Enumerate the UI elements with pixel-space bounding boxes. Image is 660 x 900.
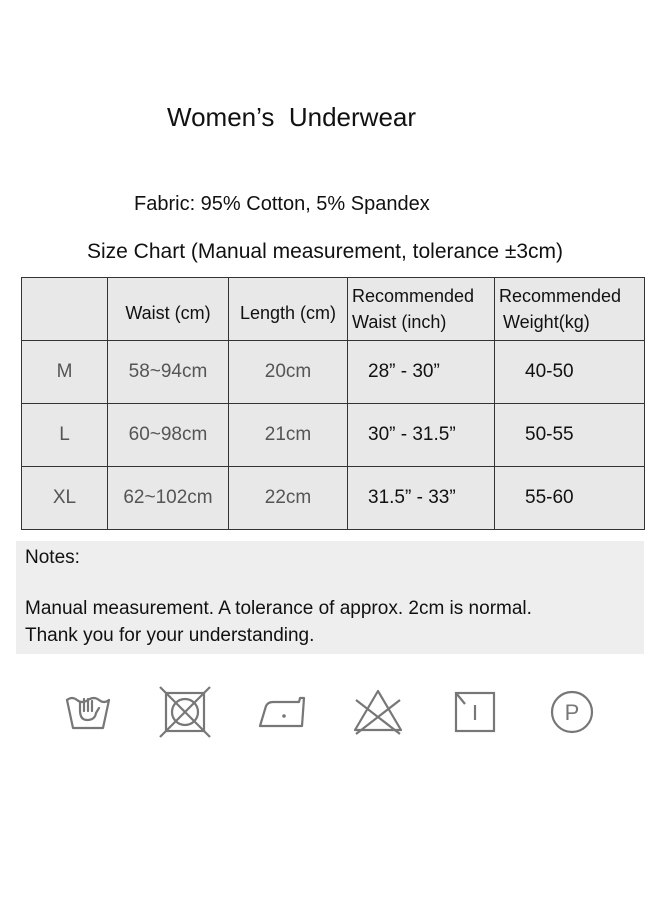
hand-wash-icon	[58, 680, 118, 744]
table-row	[22, 341, 645, 404]
table-row	[22, 404, 645, 467]
fabric-composition: Fabric: 95% Cotton, 5% Spandex	[134, 193, 430, 215]
cell-length: 20cm	[229, 341, 348, 404]
cell-recommended-waist: 28” - 30”	[348, 341, 495, 404]
cell-waist: 58~94cm	[108, 341, 229, 404]
page-title: Women’s Underwear	[167, 102, 417, 132]
cell-recommended-waist: 31.5” - 33”	[348, 467, 495, 530]
table-row	[22, 467, 645, 530]
header-recommended-weight-line2: Weight(kg)	[503, 312, 590, 332]
cell-waist: 62~102cm	[108, 467, 229, 530]
notes-box	[16, 541, 644, 654]
cell-recommended-weight: 50-55	[495, 404, 645, 467]
iron-low-heat-icon	[255, 680, 315, 744]
header-recommended-waist	[348, 278, 495, 341]
cell-length: 22cm	[229, 467, 348, 530]
cell-recommended-weight: 55-60	[495, 467, 645, 530]
cell-recommended-weight: 40-50	[495, 341, 645, 404]
dry-clean-p-icon	[542, 680, 602, 744]
do-not-tumble-dry-icon	[156, 680, 216, 744]
care-icons-row	[0, 680, 660, 750]
notes-text-line1: Manual measurement. A tolerance of approx. 2cm is normal.	[25, 598, 532, 619]
header-recommended-waist-line1: Recommended	[352, 286, 475, 306]
header-size	[22, 278, 108, 341]
cell-size: XL	[22, 467, 108, 530]
cell-waist: 60~98cm	[108, 404, 229, 467]
notes-label: Notes:	[25, 547, 80, 568]
size-chart-title: Size Chart (Manual measurement, tolerance ±3cm)	[87, 240, 564, 263]
size-table	[21, 277, 645, 530]
do-not-bleach-icon	[348, 680, 408, 744]
header-recommended-weight	[495, 278, 645, 341]
table-header-row	[22, 278, 645, 341]
cell-recommended-waist: 30” - 31.5”	[348, 404, 495, 467]
line-dry-icon	[446, 680, 506, 744]
header-waist: Waist (cm)	[108, 278, 229, 341]
cell-size: M	[22, 341, 108, 404]
header-length: Length (cm)	[229, 278, 348, 341]
dry-clean-letter: P	[564, 700, 580, 725]
cell-length: 21cm	[229, 404, 348, 467]
header-recommended-weight-line1: Recommended	[499, 286, 622, 306]
cell-size: L	[22, 404, 108, 467]
notes-text-line2: Thank you for your understanding.	[25, 625, 315, 646]
header-recommended-waist-line2: Waist (inch)	[352, 312, 447, 332]
